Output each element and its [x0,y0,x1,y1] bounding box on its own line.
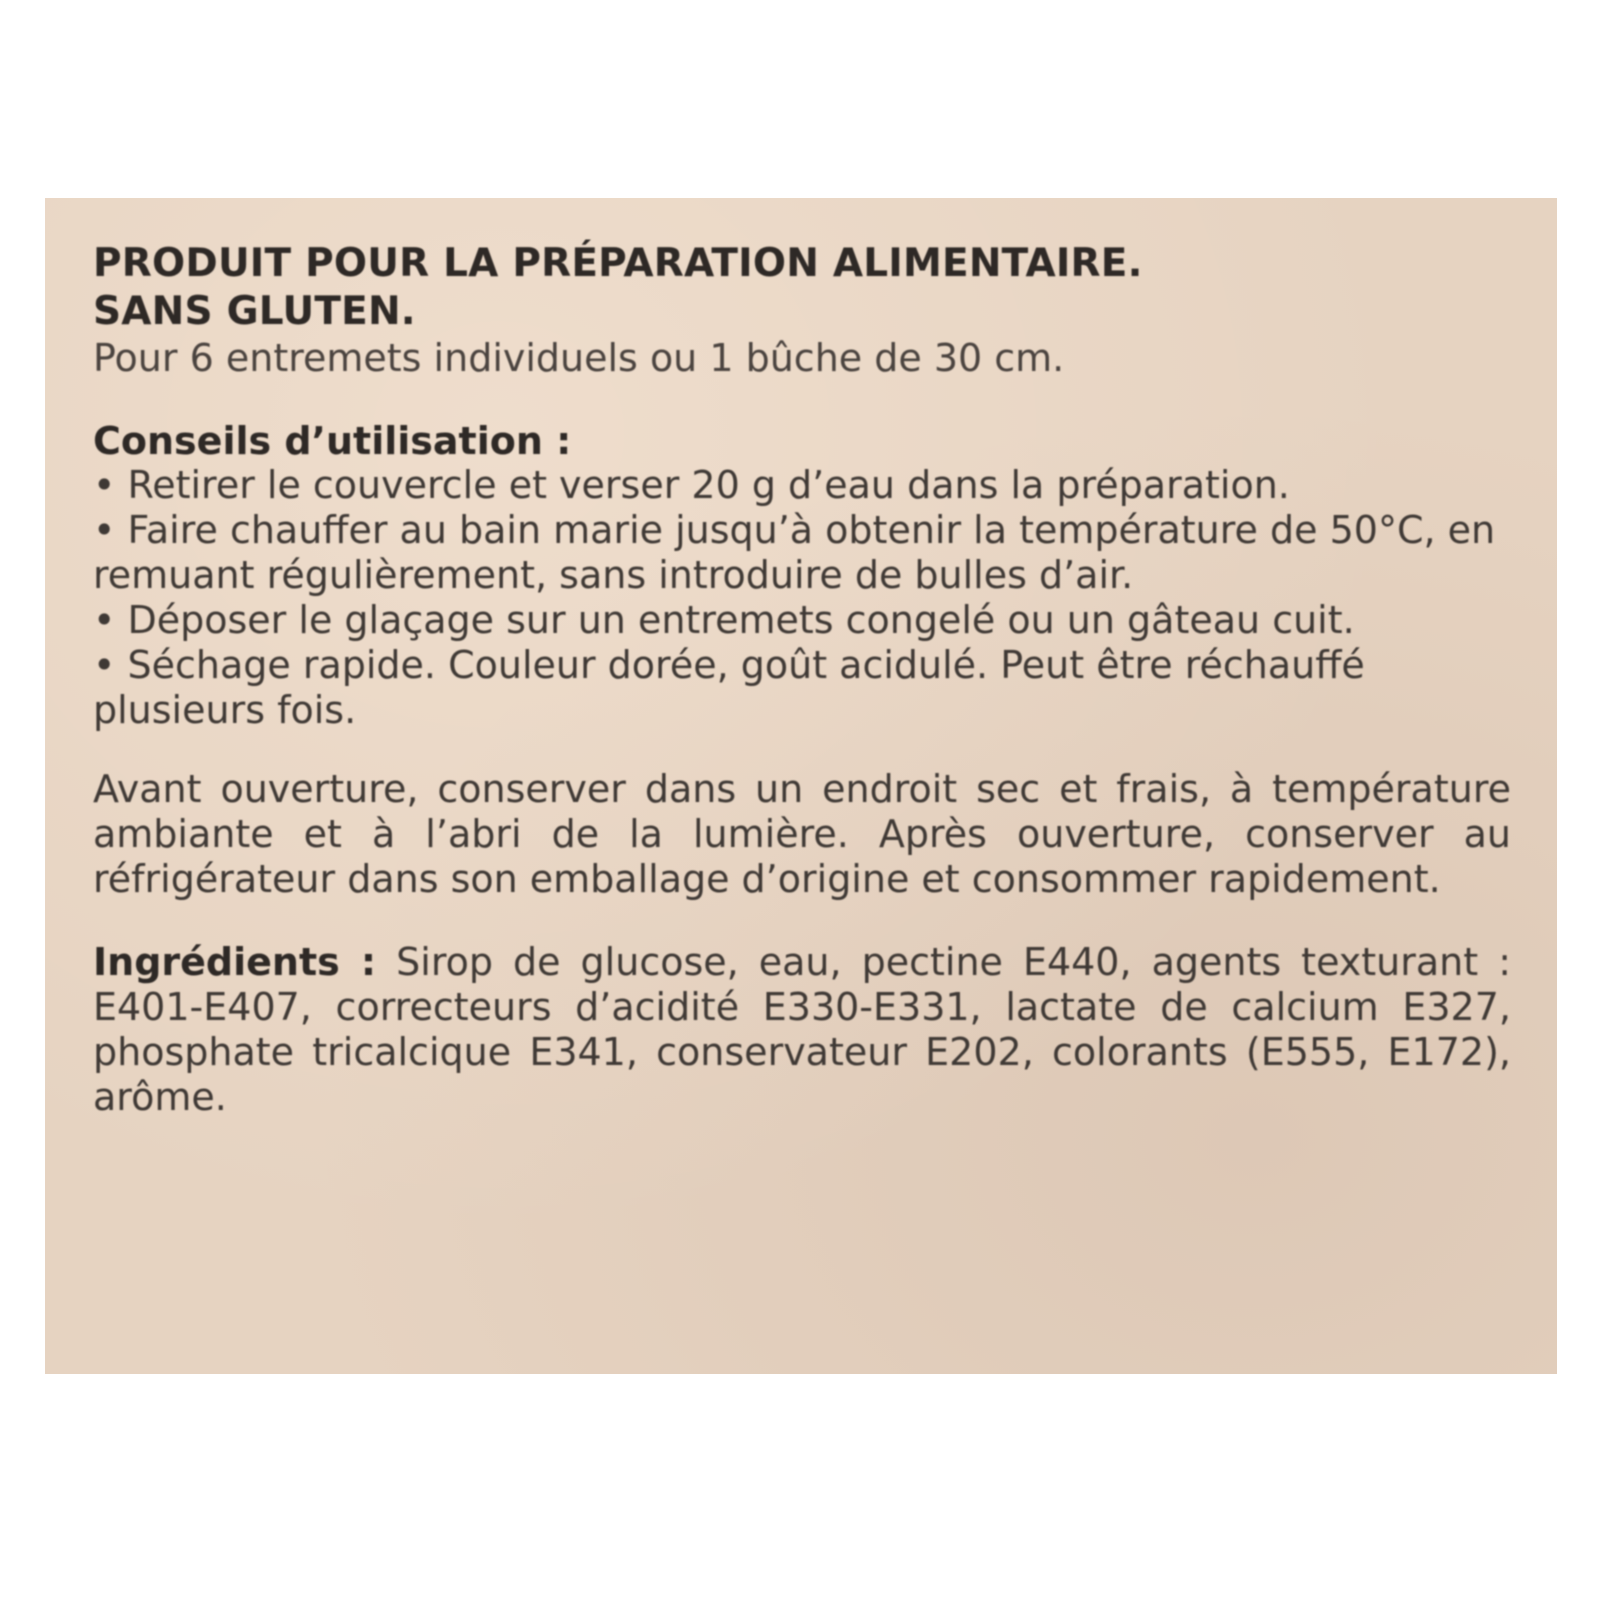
usage-item: • Déposer le glaçage sur un entremets congelé ou un gâteau cuit. [93,598,1355,642]
storage-instructions: Avant ouverture, conserver dans un endroit sec et frais, à température ambiante et à l’abri de la lumière. Après ouverture, conserver au réfrigérateur dans son emballage d’origine et consommer rapidement. [93,767,1511,901]
ingredients-label: Ingrédients : [93,940,377,984]
product-label [45,198,1557,1374]
ingredients-list: Sirop de glucose, eau, pectine E440, agents texturant : E401-E407, correcteurs d’acidité E330-E331, lactate de calcium E327, phosphate tricalcique E341, conservateur E202, colorants (E555, E172), arôme. [93,940,1511,1119]
label-heading-line1: PRODUIT POUR LA PRÉPARATION ALIMENTAIRE. [93,241,1143,286]
usage-item: • Séchage rapide. Couleur dorée, goût acidulé. Peut être réchauffé plusieurs fois. [93,643,1365,732]
usage-item: • Faire chauffer au bain marie jusqu’à obtenir la température de 50°C, en remuant régulièrement, sans introduire de bulles d’air. [93,508,1496,597]
ingredients-paragraph [93,940,1511,1120]
label-heading-line2: SANS GLUTEN. [93,289,416,334]
usage-item: • Retirer le couvercle et verser 20 g d’eau dans la préparation. [93,463,1290,507]
usage-title: Conseils d’utilisation : [93,419,572,463]
label-text-block [93,240,1511,1120]
label-subtitle: Pour 6 entremets individuels ou 1 bûche de 30 cm. [93,336,1065,380]
